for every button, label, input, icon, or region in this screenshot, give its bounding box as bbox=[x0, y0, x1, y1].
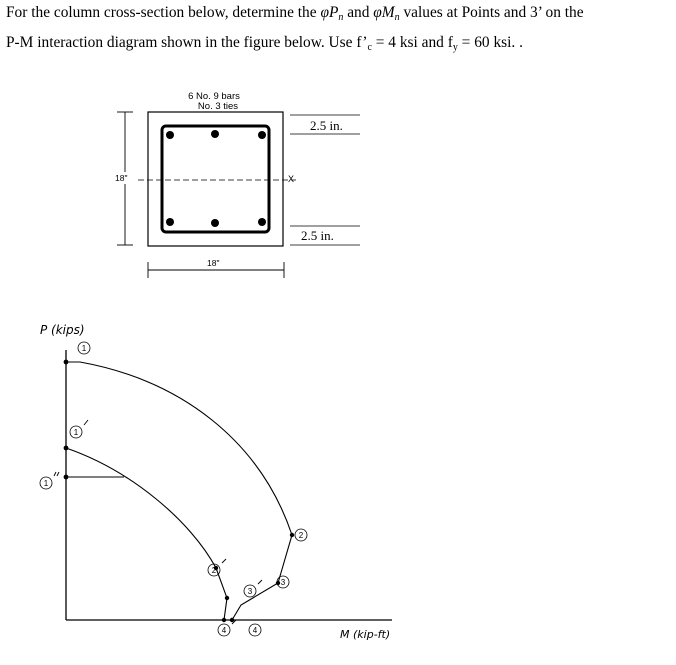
point-2-label: 2 bbox=[298, 531, 304, 540]
point-3-prime-dot bbox=[225, 596, 229, 600]
rebar-top-right bbox=[258, 131, 266, 139]
tie-inner bbox=[166, 130, 265, 228]
column-cross-section bbox=[113, 91, 360, 278]
point-1-dot bbox=[64, 360, 69, 365]
point-4-label: 4 bbox=[252, 626, 258, 635]
point-1-dprime-label: 1 bbox=[43, 479, 49, 488]
cover-top-label: 2.5 in. bbox=[310, 118, 343, 133]
point-4-prime-label: 4 bbox=[221, 626, 227, 635]
point-2-dot bbox=[290, 533, 294, 537]
rebar-top-left bbox=[166, 131, 174, 139]
rebar-bottom-left bbox=[166, 218, 174, 226]
design-interaction-curve bbox=[66, 448, 227, 620]
rebar-top-middle bbox=[211, 130, 219, 138]
axis-x-label: X bbox=[288, 174, 295, 184]
point-1-label: 1 bbox=[81, 344, 87, 353]
rebar-bottom-middle bbox=[211, 219, 219, 227]
y-axis-label: P (kips) bbox=[40, 323, 85, 337]
point-3-prime-tick bbox=[258, 580, 262, 584]
width-dim-label: 18" bbox=[207, 258, 220, 268]
point-1-dprime-ticks bbox=[54, 472, 59, 476]
rebar-bottom-right bbox=[258, 218, 266, 226]
point-1-prime-tick bbox=[84, 420, 88, 425]
point-3-label: 3 bbox=[280, 578, 286, 587]
bars-label: 6 No. 9 bars bbox=[188, 91, 240, 102]
x-axis-label: M (kip-ft) bbox=[340, 628, 391, 641]
problem-line-2: P-M interaction diagram shown in the figure below. Use f’c = 4 ksi and fy = 60 ksi. . bbox=[6, 34, 523, 53]
height-dim-label: 18" bbox=[115, 173, 128, 183]
point-1-prime-dot bbox=[64, 446, 69, 451]
tie-outer bbox=[162, 126, 269, 232]
pm-interaction-diagram bbox=[40, 323, 392, 641]
point-4-prime-dot bbox=[222, 618, 226, 622]
point-2-prime-tick bbox=[222, 559, 226, 563]
ties-label: No. 3 ties bbox=[197, 101, 239, 112]
problem-line-1: For the column cross-section below, determine the $\varphi P_n$ and $\varphi M_n$ values at Points and 3’ on the bbox=[6, 4, 584, 23]
point-3-prime-label: 3 bbox=[247, 587, 253, 596]
point-4-dot bbox=[230, 618, 234, 622]
point-2-prime-label: 2 bbox=[211, 566, 217, 575]
point-1-prime-label: 1 bbox=[73, 428, 79, 437]
cover-bottom-label: 2.5 in. bbox=[301, 228, 334, 243]
nominal-interaction-curve bbox=[66, 362, 292, 620]
point-1-dprime-dot bbox=[64, 475, 69, 480]
